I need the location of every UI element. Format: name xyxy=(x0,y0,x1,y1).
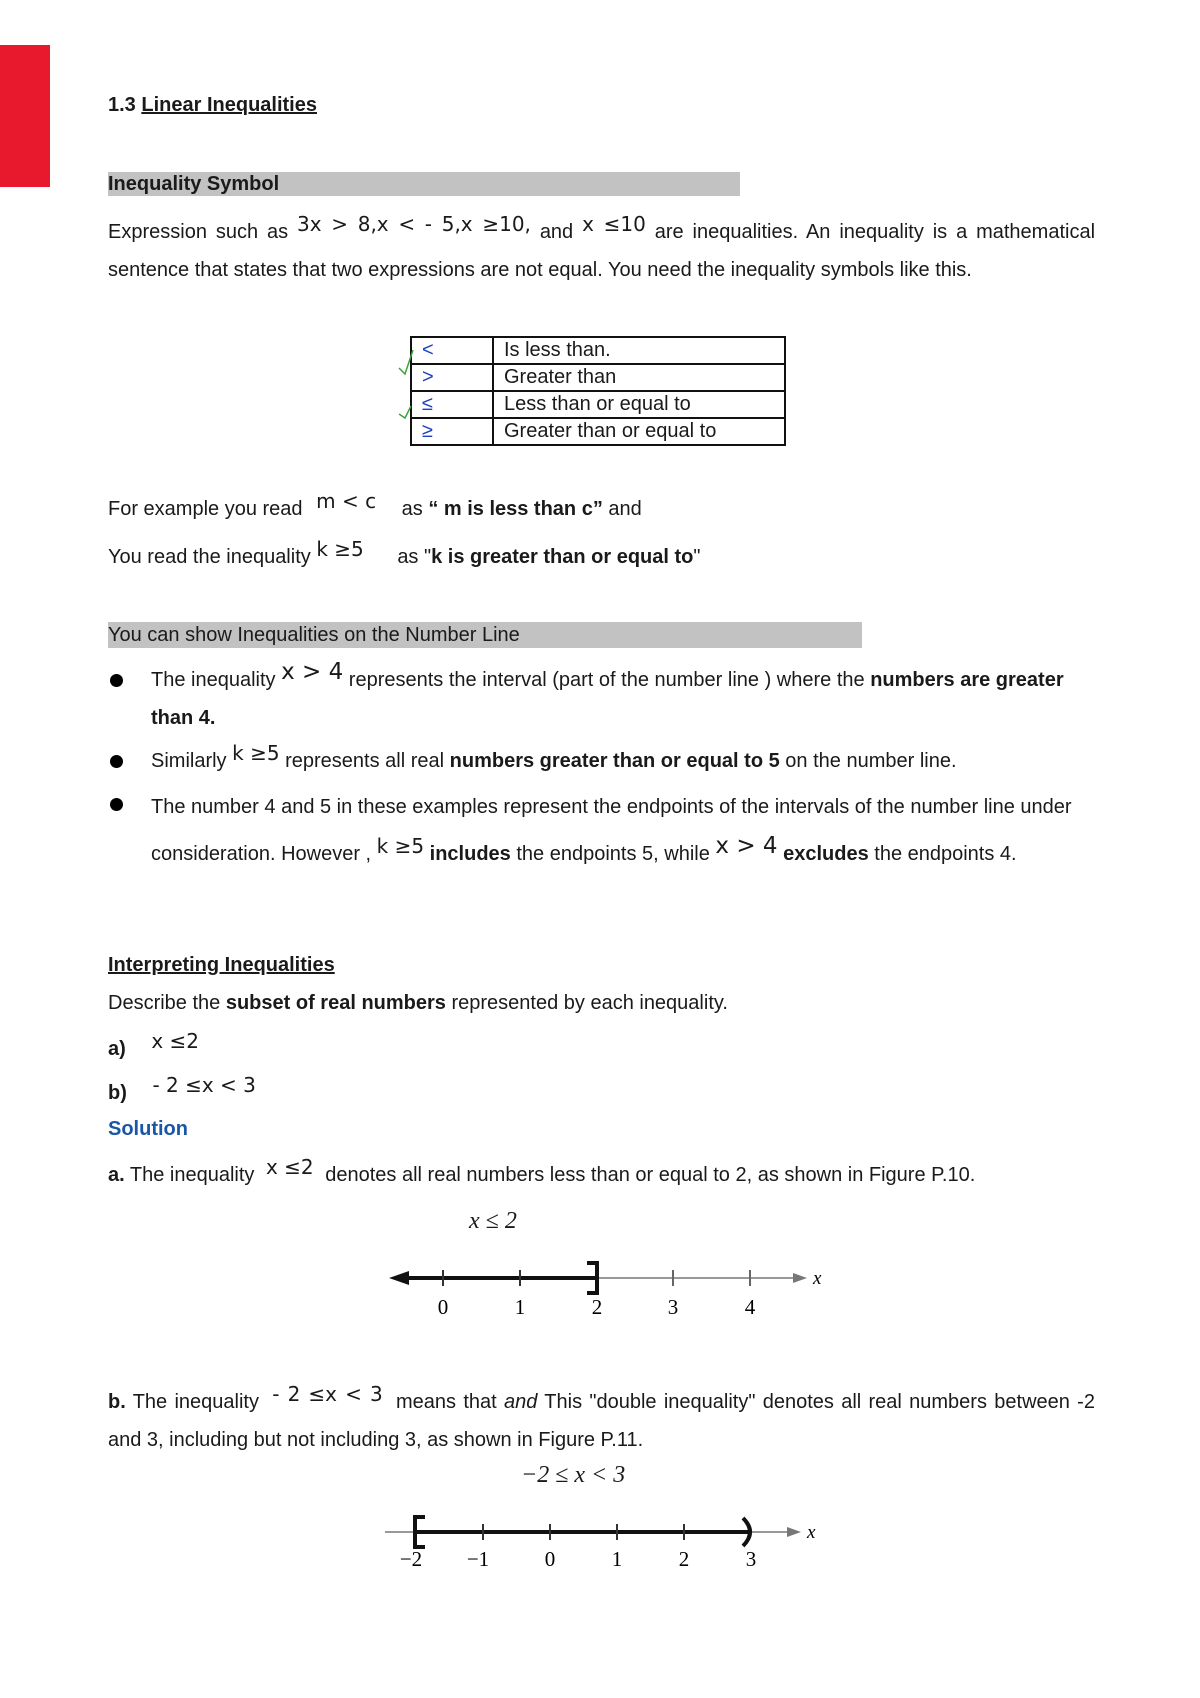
b2-text-2: represents all real xyxy=(285,750,445,772)
b3-math-1: k ≥5 xyxy=(376,834,425,858)
describe-text-1: Describe the xyxy=(108,992,221,1014)
symbol-cell: > xyxy=(411,364,493,391)
solution-label: Solution xyxy=(108,1118,188,1140)
sol-a-math: x ≤2 xyxy=(265,1155,314,1179)
fig2-tick-5: 3 xyxy=(745,1547,757,1571)
example2-text: You read the inequality xyxy=(108,546,311,568)
section-number: 1.3 xyxy=(108,94,136,116)
table-row xyxy=(411,337,785,364)
describe-text-2: represented by each inequality. xyxy=(451,992,728,1014)
describe-line xyxy=(108,992,728,1015)
bullet-list xyxy=(108,660,1098,881)
fig2-tick-4: 2 xyxy=(678,1547,690,1571)
sol-b-label: b. xyxy=(108,1391,126,1413)
item-a xyxy=(108,1029,200,1061)
b2-text-3: on the number line. xyxy=(785,750,957,772)
sol-a-label: a. xyxy=(108,1164,125,1186)
section-title-text: Linear Inequalities xyxy=(141,94,317,116)
intro-text-1: Expression such as xyxy=(108,221,289,243)
sol-b-text-2: means that xyxy=(396,1391,497,1413)
sol-a-text-2: denotes all real numbers less than or equal to 2, as shown in Figure P.10. xyxy=(325,1164,976,1186)
fig1-tick-4: 4 xyxy=(744,1295,756,1319)
intro-math-2: x ≤10 xyxy=(582,212,646,236)
symbol-cell: ≥ xyxy=(411,418,493,445)
fig1-tick-0: 0 xyxy=(437,1295,449,1319)
intro-paragraph xyxy=(108,212,1095,289)
sol-b-math: - 2 ≤x < 3 xyxy=(272,1382,383,1406)
intro-math-1: 3x > 8,x < - 5,x ≥10, xyxy=(297,212,531,236)
list-item xyxy=(108,741,1098,780)
example2-as: as " xyxy=(397,546,432,568)
sol-b-text-1: The inequality xyxy=(132,1391,259,1413)
list-item xyxy=(108,784,1098,877)
b2-text-1: Similarly xyxy=(151,750,227,772)
fig1-tick-2: 2 xyxy=(591,1295,603,1319)
intro-text-3: are inequalities. An inequality is a mathematical sentence that states that two expressions are not equal. You need the inequality symbols like this. xyxy=(108,221,1096,281)
heading-number-line: You can show Inequalities on the Number Line xyxy=(108,622,862,648)
example-2 xyxy=(108,537,701,569)
b3-bold-2: excludes xyxy=(783,843,869,865)
example2-close: " xyxy=(693,546,701,568)
table-row xyxy=(411,364,785,391)
sol-a-text-1: The inequality xyxy=(129,1164,255,1186)
example1-bold: m is less than c xyxy=(443,498,593,520)
symbol-table xyxy=(410,336,786,446)
item-b-math: - 2 ≤x < 3 xyxy=(152,1073,256,1097)
list-item xyxy=(108,660,1098,737)
example2-bold: k is greater than or equal to xyxy=(431,546,694,568)
b1-math: x > 4 xyxy=(281,659,344,685)
meaning-cell: Is less than. xyxy=(493,337,785,364)
example2-math: k ≥5 xyxy=(316,537,364,561)
example1-math: m < c xyxy=(316,489,377,513)
heading-inequality-symbol: Inequality Symbol xyxy=(108,172,740,196)
table-row xyxy=(411,418,785,445)
b3-text-3: the endpoints 4. xyxy=(874,843,1017,865)
solution-b xyxy=(108,1382,1095,1459)
b1-bold: numbers are greater than 4. xyxy=(151,669,1064,729)
fig2-label: −2 ≤ x < 3 xyxy=(521,1462,626,1488)
example1-close-quote: ” xyxy=(592,498,603,520)
describe-bold: subset of real numbers xyxy=(225,992,446,1014)
b3-text-2: the endpoints 5, while xyxy=(516,843,710,865)
meaning-cell: Less than or equal to xyxy=(493,391,785,418)
meaning-cell: Greater than xyxy=(493,364,785,391)
symbol-cell: < xyxy=(411,337,493,364)
fig1-axis-label: x xyxy=(813,1268,822,1289)
red-margin-bar xyxy=(0,45,50,187)
example1-and: and xyxy=(608,498,642,520)
sol-b-text-3: This "double inequality" denotes all real numbers between -2 and 3, including but not including 3, as shown in Figure P.11. xyxy=(108,1391,1095,1451)
solution-a xyxy=(108,1155,976,1187)
b3-text-1: The number 4 and 5 in these examples represent the endpoints of the intervals of the number line under consideration. However , xyxy=(151,796,1072,865)
fig1-tick-1: 1 xyxy=(514,1295,526,1319)
example1-text: For example you read xyxy=(108,498,303,520)
fig2-tick-0: −2 xyxy=(399,1547,423,1571)
heading-interpreting: Interpreting Inequalities xyxy=(108,954,335,976)
meaning-cell: Greater than or equal to xyxy=(493,418,785,445)
b2-math: k ≥5 xyxy=(232,741,280,765)
fig2-tick-3: 1 xyxy=(611,1547,623,1571)
symbol-cell: ≤ xyxy=(411,391,493,418)
item-a-label: a) xyxy=(108,1038,126,1060)
item-b xyxy=(108,1073,256,1105)
table-row xyxy=(411,391,785,418)
example1-as: as xyxy=(401,498,423,520)
green-check-marks xyxy=(395,340,425,420)
fig2-tick-2: 0 xyxy=(544,1547,556,1571)
b3-math-2: x > 4 xyxy=(715,833,778,859)
item-a-math: x ≤2 xyxy=(151,1029,200,1053)
example-1 xyxy=(108,489,642,521)
number-line-2 xyxy=(383,1484,823,1594)
b3-bold-1: includes xyxy=(429,843,511,865)
example1-open-quote: “ xyxy=(428,498,439,520)
sol-b-italic: and xyxy=(503,1391,538,1413)
number-line-1 xyxy=(385,1230,825,1350)
fig2-axis-label: x xyxy=(807,1522,816,1543)
b1-text-2: represents the interval (part of the number line ) where the xyxy=(348,669,865,691)
b1-text-1: The inequality xyxy=(151,669,276,691)
fig1-tick-3: 3 xyxy=(667,1295,679,1319)
section-title xyxy=(108,94,317,117)
intro-text-2: and xyxy=(539,221,574,243)
b2-bold: numbers greater than or equal to 5 xyxy=(449,750,780,772)
item-b-label: b) xyxy=(108,1082,127,1104)
fig1-label: x ≤ 2 xyxy=(469,1208,517,1234)
fig2-tick-1: −1 xyxy=(466,1547,490,1571)
